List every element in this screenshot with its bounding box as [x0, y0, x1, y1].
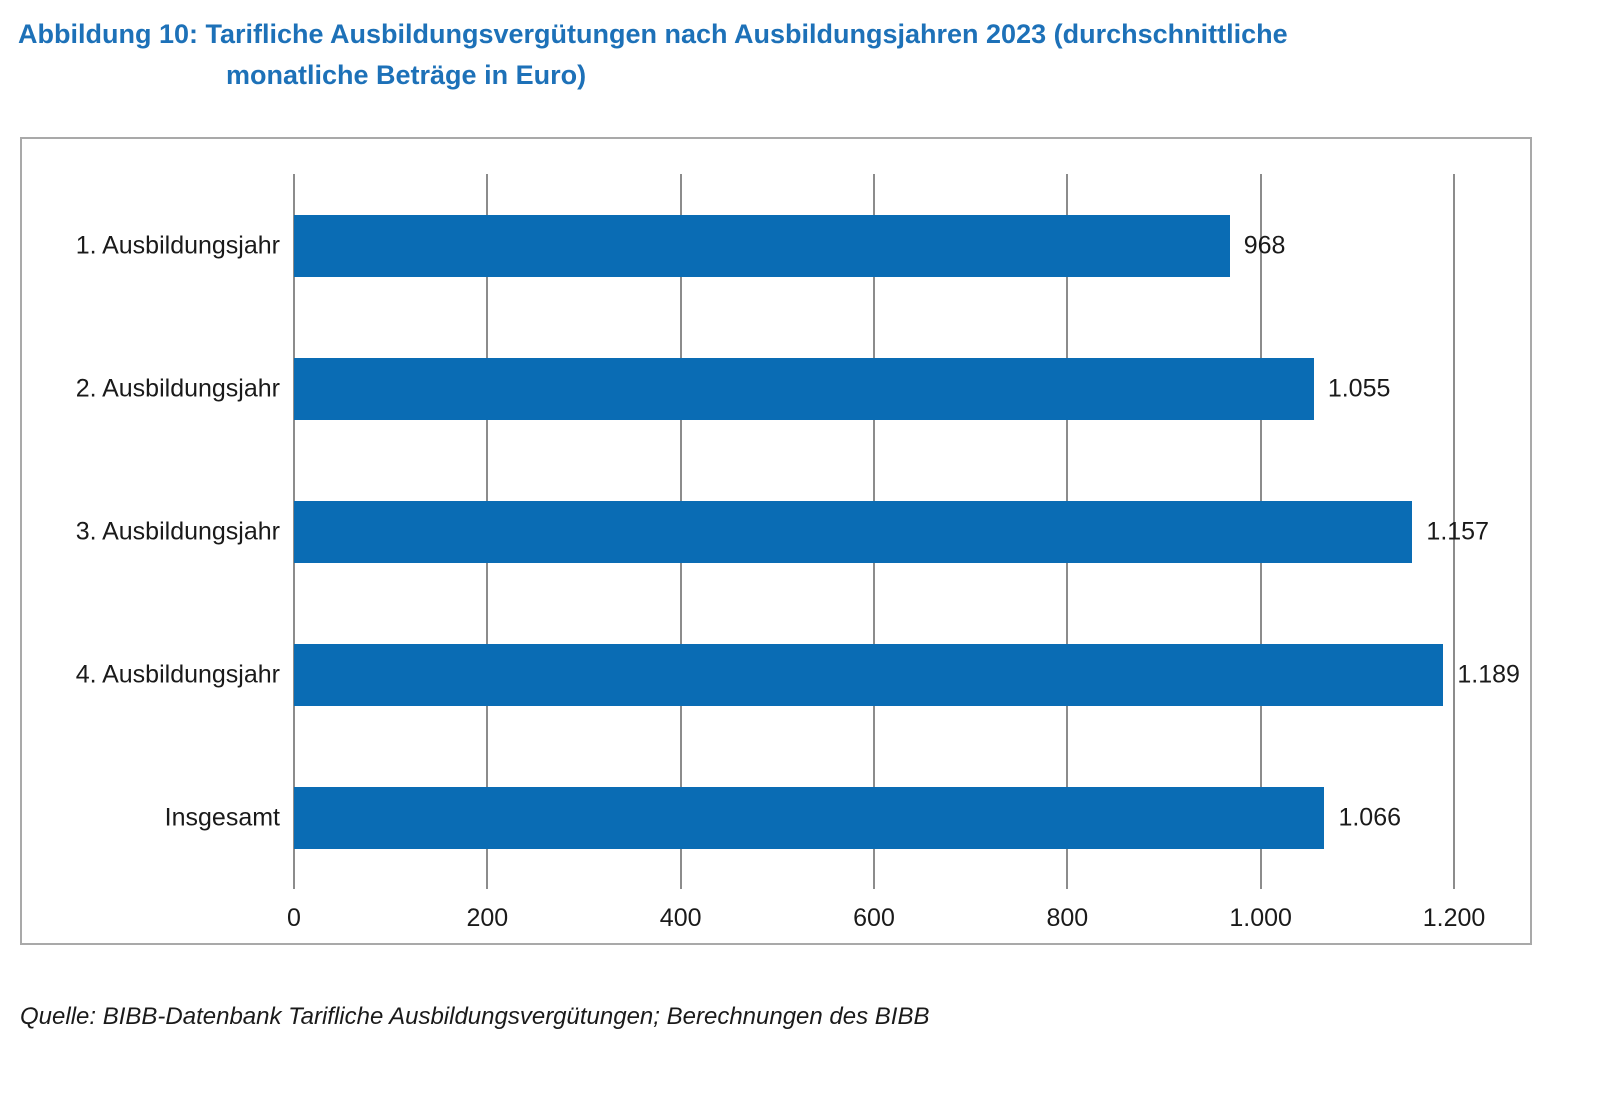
bar-value-label: 1.055	[1327, 374, 1391, 402]
bar[interactable]	[294, 215, 1230, 277]
x-axis-tick-label: 800	[1046, 904, 1089, 932]
bar[interactable]	[294, 787, 1324, 849]
bar-row	[75, 358, 1454, 420]
x-axis-tick-label: 400	[659, 904, 702, 932]
bar-value-label: 1.066	[1338, 803, 1402, 831]
bar-value-label: 968	[1243, 231, 1286, 259]
bar-row	[75, 644, 1520, 706]
category-label: 4. Ausbildungsjahr	[75, 660, 280, 688]
bar-value-label: 1.157	[1426, 517, 1489, 545]
bar[interactable]	[294, 501, 1412, 563]
x-axis-tick-label: 1.000	[1229, 904, 1292, 932]
bar[interactable]	[294, 358, 1314, 420]
x-axis-tick-label: 1.200	[1422, 904, 1486, 932]
bar-row	[75, 501, 1489, 563]
source-note: Quelle: BIBB-Datenbank Tarifliche Ausbildungsvergütungen; Berechnungen des BIBB	[20, 1003, 930, 1030]
category-label: 2. Ausbildungsjahr	[75, 374, 280, 402]
chart-container	[20, 137, 1532, 945]
x-axis-tick-label: 600	[853, 904, 895, 932]
category-label: 3. Ausbildungsjahr	[75, 517, 280, 545]
figure-title-line-2: monatliche Beträge in Euro)	[226, 60, 587, 90]
x-axis-tick-label: 0	[287, 904, 301, 932]
category-label: Insgesamt	[164, 803, 280, 831]
figure-title-line-1: Abbildung 10: Tarifliche Ausbildungsvergütungen nach Ausbildungsjahren 2023 (durchschnittliche	[18, 19, 1288, 49]
x-axis-tick-label: 200	[466, 904, 509, 932]
bar-row	[75, 215, 1454, 277]
bar-row	[164, 787, 1454, 849]
bar-value-label: 1.189	[1457, 660, 1520, 688]
plot-area	[75, 174, 1520, 932]
category-label: 1. Ausbildungsjahr	[75, 231, 280, 259]
bar[interactable]	[294, 644, 1443, 706]
figure-title	[18, 14, 1498, 96]
